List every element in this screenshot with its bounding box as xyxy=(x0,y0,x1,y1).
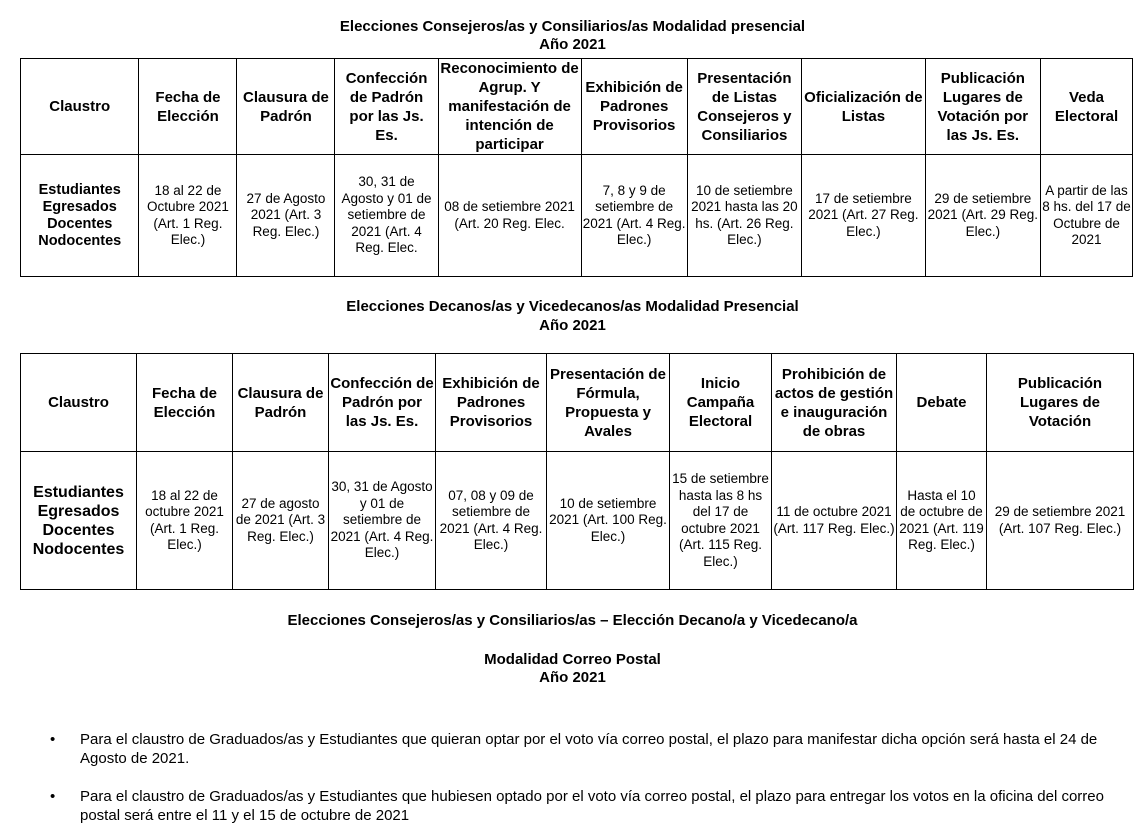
header-inicio-campana: Inicio Campaña Electoral xyxy=(670,354,772,452)
claustro-estudiantes: Estudiantes xyxy=(38,181,121,198)
cell-presentacion-formula: 10 de setiembre 2021 (Art. 100 Reg. Elec.) xyxy=(547,452,670,590)
cell-inicio-campana: 15 de setiembre hasta las 8 hs del 17 de octubre 2021 (Art. 115 Reg. Elec.) xyxy=(670,452,772,590)
cell-fecha-eleccion: 18 al 22 de Octubre 2021 (Art. 1 Reg. Elec.) xyxy=(139,155,237,277)
claustro-cell xyxy=(21,155,139,277)
table-header-row xyxy=(21,354,1134,452)
table-decanos-presencial xyxy=(20,353,1134,590)
cell-exhibicion-padrones: 07, 08 y 09 de setiembre de 2021 (Art. 4 Reg. Elec.) xyxy=(436,452,547,590)
cell-confeccion-padron: 30, 31 de Agosto y 01 de setiembre de 2021 (Art. 4 Reg. Elec. xyxy=(335,155,438,277)
header-presentacion-listas: Presentación de Listas Consejeros y Consiliarios xyxy=(687,59,801,155)
table-header-row xyxy=(21,59,1133,155)
claustro-egresados: Egresados xyxy=(37,502,120,520)
cell-oficializacion: 17 de setiembre 2021 (Art. 27 Reg. Elec.) xyxy=(802,155,926,277)
claustro-docentes: Docentes xyxy=(42,521,115,539)
claustro-egresados: Egresados xyxy=(42,198,117,215)
cell-publicacion-lugares: 29 de setiembre 2021 (Art. 29 Reg. Elec.) xyxy=(925,155,1040,277)
cell-fecha-eleccion: 18 al 22 de octubre 2021 (Art. 1 Reg. Elec.) xyxy=(137,452,233,590)
postal-year: Año 2021 xyxy=(539,669,606,686)
cell-prohibicion-actos: 11 de octubre 2021 (Art. 117 Reg. Elec.) xyxy=(772,452,897,590)
claustro-nodocentes: Nodocentes xyxy=(38,232,122,249)
claustro-nodocentes: Nodocentes xyxy=(32,540,125,558)
header-fecha-eleccion: Fecha de Elección xyxy=(139,59,237,155)
table1-year: Año 2021 xyxy=(539,36,606,53)
cell-confeccion-padron: 30, 31 de Agosto y 01 de setiembre de 2021 (Art. 4 Reg. Elec.) xyxy=(329,452,436,590)
header-clausura-padron: Clausura de Padrón xyxy=(233,354,329,452)
header-exhibicion-padrones: Exhibición de Padrones Provisorios xyxy=(581,59,687,155)
header-presentacion-formula: Presentación de Fórmula, Propuesta y Avales xyxy=(547,354,670,452)
cell-publicacion-lugares: 29 de setiembre 2021 (Art. 107 Reg. Elec.) xyxy=(987,452,1134,590)
cell-veda: A partir de las 8 hs. del 17 de Octubre de 2021 xyxy=(1041,155,1133,277)
header-debate: Debate xyxy=(897,354,987,452)
claustro-estudiantes: Estudiantes xyxy=(33,483,124,501)
table-row xyxy=(21,452,1134,590)
cell-debate: Hasta el 10 de octubre de 2021 (Art. 119 Reg. Elec.) xyxy=(897,452,987,590)
bullet-icon: • xyxy=(50,731,56,748)
bullet-text: Para el claustro de Graduados/as y Estudiantes que quieran optar por el voto vía correo postal, el plazo para manifestar dicha opción será hasta el 24 de Agosto de 2021. xyxy=(80,731,1098,767)
cell-presentacion-listas: 10 de setiembre 2021 hasta las 20 hs. (Art. 26 Reg. Elec.) xyxy=(687,155,801,277)
list-item xyxy=(50,787,1120,825)
header-confeccion-padron: Confección de Padrón por las Js. Es. xyxy=(335,59,438,155)
header-reconocimiento: Reconocimiento de Agrup. Y manifestación de intención de participar xyxy=(438,59,581,155)
header-fecha-eleccion: Fecha de Elección xyxy=(137,354,233,452)
list-item xyxy=(50,730,1120,768)
header-oficializacion: Oficialización de Listas xyxy=(802,59,926,155)
table2-title: Elecciones Decanos/as y Vicedecanos/as Modalidad Presencial xyxy=(346,298,799,315)
cell-reconocimiento: 08 de setiembre 2021 (Art. 20 Reg. Elec. xyxy=(438,155,581,277)
claustro-docentes: Docentes xyxy=(47,215,113,232)
cell-exhibicion-padrones: 7, 8 y 9 de setiembre de 2021 (Art. 4 Reg. Elec.) xyxy=(581,155,687,277)
claustro-cell xyxy=(21,452,137,590)
table1-title: Elecciones Consejeros/as y Consiliarios/as Modalidad presencial xyxy=(339,18,806,35)
table2-year: Año 2021 xyxy=(539,317,606,334)
header-veda: Veda Electoral xyxy=(1041,59,1133,155)
header-publicacion-lugares: Publicación Lugares de Votación por las Js. Es. xyxy=(925,59,1040,155)
header-confeccion-padron: Confección de Padrón por las Js. Es. xyxy=(329,354,436,452)
header-claustro: Claustro xyxy=(21,59,139,155)
table-consejeros-presencial xyxy=(20,58,1133,277)
postal-subtitle: Modalidad Correo Postal xyxy=(484,651,661,668)
table-row xyxy=(21,155,1133,277)
header-clausura-padron: Clausura de Padrón xyxy=(237,59,335,155)
header-prohibicion-actos: Prohibición de actos de gestión e inauguración de obras xyxy=(772,354,897,452)
cell-clausura-padron: 27 de Agosto 2021 (Art. 3 Reg. Elec.) xyxy=(237,155,335,277)
cell-clausura-padron: 27 de agosto de 2021 (Art. 3 Reg. Elec.) xyxy=(233,452,329,590)
bullet-icon: • xyxy=(50,788,56,805)
bullet-text: Para el claustro de Graduados/as y Estudiantes que hubiesen optado por el voto vía correo postal, el plazo para entregar los votos en la oficina del correo postal será entre el 11 y el 15 de octubre de 2021 xyxy=(80,788,1104,824)
header-claustro: Claustro xyxy=(21,354,137,452)
header-publicacion-lugares: Publicación Lugares de Votación xyxy=(987,354,1134,452)
postal-title: Elecciones Consejeros/as y Consiliarios/as – Elección Decano/a y Vicedecano/a xyxy=(287,612,858,629)
header-exhibicion-padrones: Exhibición de Padrones Provisorios xyxy=(436,354,547,452)
